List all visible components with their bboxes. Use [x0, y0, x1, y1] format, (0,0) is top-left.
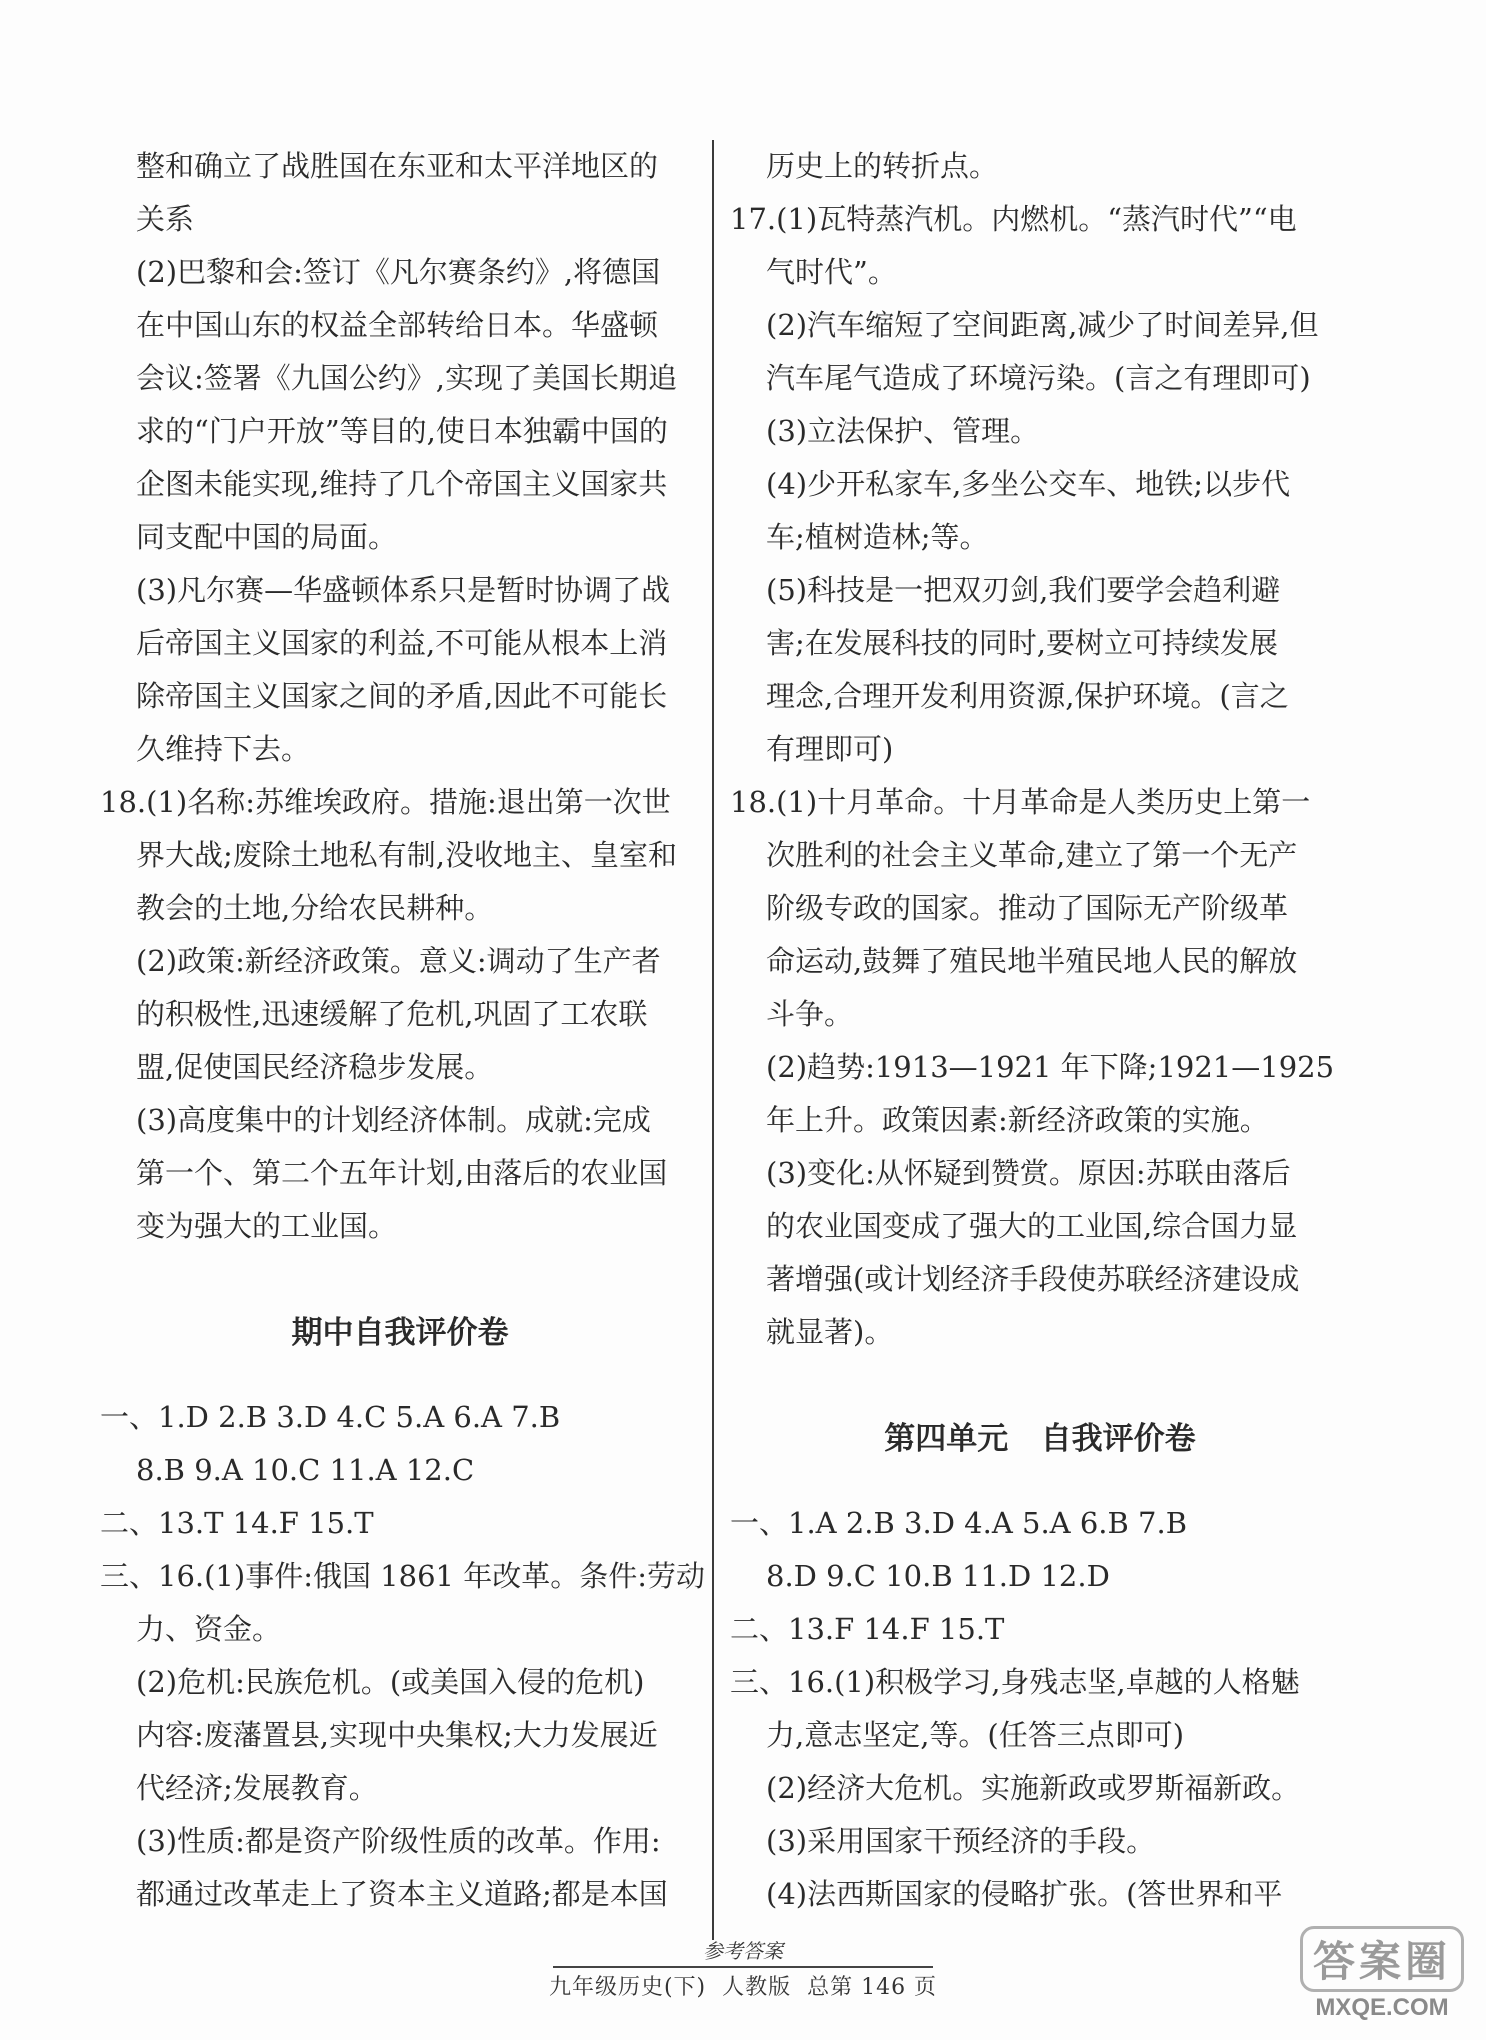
answer-line: 斗争。 — [766, 997, 854, 1031]
answer-line: (3)高度集中的计划经济体制。成就:完成 — [136, 1103, 651, 1137]
answer-line: 一、1.D 2.B 3.D 4.C 5.A 6.A 7.B — [100, 1400, 561, 1434]
answer-line: 内容:废藩置县,实现中央集权;大力发展近 — [136, 1718, 658, 1752]
answer-line: 企图未能实现,维持了几个帝国主义国家共 — [136, 467, 668, 501]
answer-line: (2)汽车缩短了空间距离,减少了时间差异,但 — [766, 308, 1319, 342]
answer-line: 汽车尾气造成了环境污染。(言之有理即可) — [766, 361, 1311, 395]
watermark-logo — [1300, 1926, 1464, 2022]
answer-line: (3)采用国家干预经济的手段。 — [766, 1824, 1156, 1858]
answer-line: 除帝国主义国家之间的矛盾,因此不可能长 — [136, 679, 668, 713]
answer-line: 关系 — [136, 202, 195, 236]
answer-line: 的农业国变成了强大的工业国,综合国力显 — [766, 1209, 1298, 1243]
answer-line: 教会的土地,分给农民耕种。 — [136, 891, 494, 925]
answer-line: 代经济;发展教育。 — [136, 1771, 378, 1805]
answer-line: 后帝国主义国家的利益,不可能从根本上消 — [136, 626, 668, 660]
watermark-badge: 答案圈 — [1300, 1926, 1464, 1992]
answer-line: 害;在发展科技的同时,要树立可持续发展 — [766, 626, 1278, 660]
answer-line: 次胜利的社会主义革命,建立了第一个无产 — [766, 838, 1298, 872]
footer-label: 参考答案 — [703, 1939, 783, 1963]
answer-line: 二、13.F 14.F 15.T — [730, 1612, 1005, 1646]
answer-line: 18.(1)十月革命。十月革命是人类历史上第一 — [730, 785, 1311, 819]
answer-line: (4)少开私家车,多坐公交车、地铁;以步代 — [766, 467, 1291, 501]
answer-line: (2)趋势:1913—1921 年下降;1921—1925 — [766, 1050, 1335, 1084]
answer-line: 17.(1)瓦特蒸汽机。内燃机。“蒸汽时代”“电 — [730, 202, 1297, 236]
answer-line: 8.B 9.A 10.C 11.A 12.C — [136, 1453, 475, 1487]
answer-line: 气时代”。 — [766, 255, 897, 289]
answer-line: (2)经济大危机。实施新政或罗斯福新政。 — [766, 1771, 1301, 1805]
midterm-section-title: 期中自我评价卷 — [291, 1315, 509, 1351]
answer-line: 理念,合理开发利用资源,保护环境。(言之 — [766, 679, 1289, 713]
answer-line: (5)科技是一把双刃剑,我们要学会趋利避 — [766, 573, 1281, 607]
answer-line: 三、16.(1)积极学习,身残志坚,卓越的人格魅 — [730, 1665, 1300, 1699]
answer-line: 就显著)。 — [766, 1315, 894, 1349]
right-column — [730, 140, 1350, 1921]
answer-line: 力,意志坚定,等。(任答三点即可) — [766, 1718, 1185, 1752]
answer-line: 著增强(或计划经济手段使苏联经济建设成 — [766, 1262, 1300, 1296]
answer-line: 界大战;废除土地私有制,没收地主、皇室和 — [136, 838, 677, 872]
answer-line: 的积极性,迅速缓解了危机,巩固了工农联 — [136, 997, 648, 1031]
answer-line: (4)法西斯国家的侵略扩张。(答世界和平 — [766, 1877, 1283, 1911]
answer-line: 会议:签署《九国公约》,实现了美国长期追 — [136, 361, 677, 395]
answer-line: 变为强大的工业国。 — [136, 1209, 398, 1243]
answer-line: 一、1.A 2.B 3.D 4.A 5.A 6.B 7.B — [730, 1506, 1188, 1540]
watermark-url: MXQE.COM — [1315, 1994, 1449, 2021]
answer-line: 求的“门户开放”等目的,使日本独霸中国的 — [136, 414, 668, 448]
answer-line: 8.D 9.C 10.B 11.D 12.D — [766, 1559, 1110, 1593]
midterm-answer-block — [100, 1391, 705, 1921]
unit4-section-title: 第四单元 自我评价卷 — [884, 1421, 1196, 1457]
left-answer-block — [100, 140, 700, 1253]
answer-line: (2)危机:民族危机。(或美国入侵的危机) — [136, 1665, 645, 1699]
answer-line: (3)性质:都是资产阶级性质的改革。作用: — [136, 1824, 661, 1858]
answer-line: 都通过改革走上了资本主义道路;都是本国 — [136, 1877, 668, 1911]
answer-line: 盟,促使国民经济稳步发展。 — [136, 1050, 494, 1084]
answer-line: (3)立法保护、管理。 — [766, 414, 1040, 448]
answer-line: 阶级专政的国家。推动了国际无产阶级革 — [766, 891, 1289, 925]
answer-line: 历史上的转折点。 — [766, 149, 999, 183]
footer-rule — [553, 1966, 933, 1968]
left-column — [100, 140, 705, 1921]
answer-line: (2)巴黎和会:签订《凡尔赛条约》,将德国 — [136, 255, 661, 289]
answer-line: 第一个、第二个五年计划,由落后的农业国 — [136, 1156, 668, 1190]
answer-line: 18.(1)名称:苏维埃政府。措施:退出第一次世 — [100, 785, 671, 819]
answer-line: 久维持下去。 — [136, 732, 311, 766]
answer-line: (3)变化:从怀疑到赞赏。原因:苏联由落后 — [766, 1156, 1291, 1190]
footer-page-info: 九年级历史(下) 人教版 总第 146 页 — [548, 1975, 938, 2000]
answer-line: 整和确立了战胜国在东亚和太平洋地区的 — [136, 149, 659, 183]
answer-line: 同支配中国的局面。 — [136, 520, 398, 554]
answer-line: 车;植树造林;等。 — [766, 520, 989, 554]
answer-line: 有理即可) — [766, 732, 894, 766]
answer-line: 命运动,鼓舞了殖民地半殖民地人民的解放 — [766, 944, 1298, 978]
answer-line: (3)凡尔赛—华盛顿体系只是暂时协调了战 — [136, 573, 671, 607]
answer-line: 年上升。政策因素:新经济政策的实施。 — [766, 1103, 1269, 1137]
column-divider — [712, 140, 714, 1940]
answer-line: 二、13.T 14.F 15.T — [100, 1506, 374, 1540]
answer-line: (2)政策:新经济政策。意义:调动了生产者 — [136, 944, 661, 978]
unit4-answer-block — [730, 1497, 1350, 1921]
page-footer — [0, 1935, 1486, 2001]
answer-line: 三、16.(1)事件:俄国 1861 年改革。条件:劳动 — [100, 1559, 705, 1593]
answer-line: 力、资金。 — [136, 1612, 282, 1646]
right-answer-block — [730, 140, 1350, 1359]
answer-line: 在中国山东的权益全部转给日本。华盛顿 — [136, 308, 659, 342]
